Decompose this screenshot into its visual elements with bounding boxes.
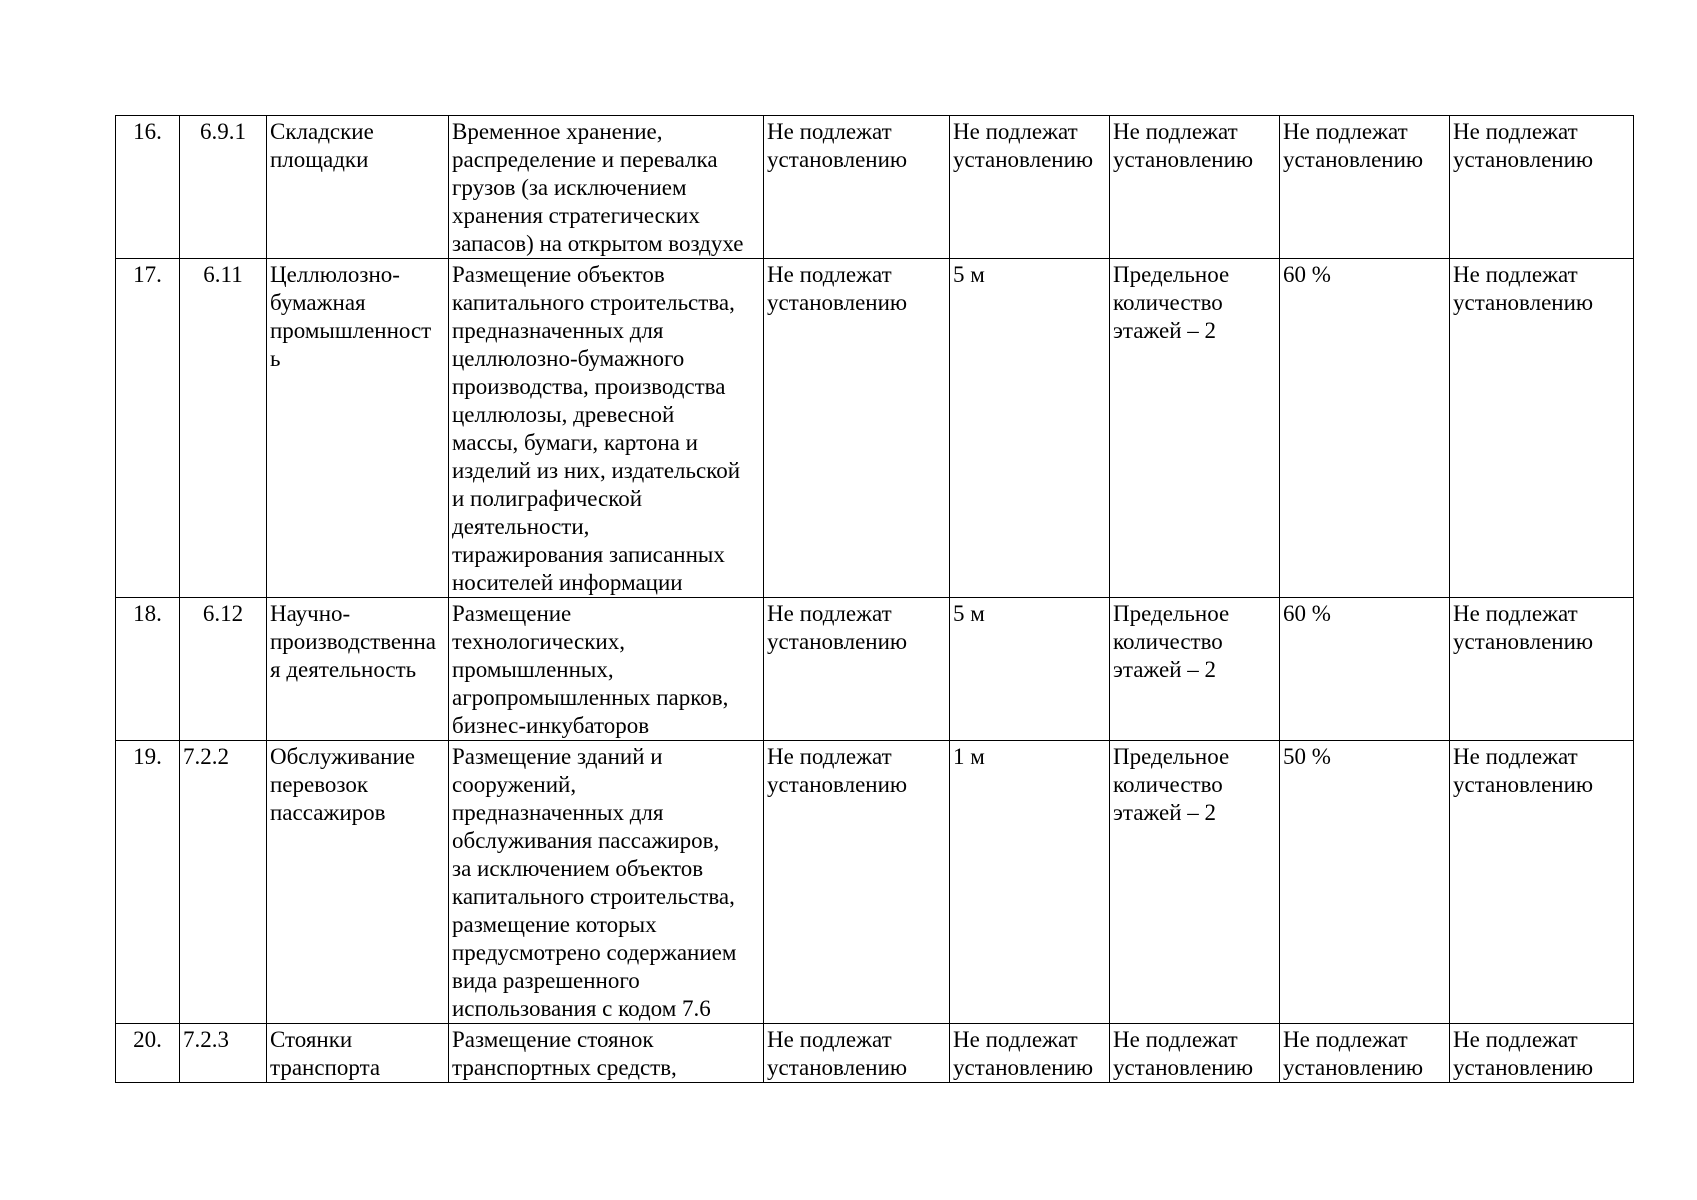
use-code: 7.2.3 bbox=[180, 1024, 267, 1083]
param-cell: 5 м bbox=[950, 259, 1110, 598]
param-cell: Не подлежат установлению bbox=[764, 741, 950, 1024]
param-cell: Предельное количество этажей – 2 bbox=[1110, 598, 1280, 741]
param-cell: Не подлежат установлению bbox=[764, 116, 950, 259]
row-number: 19. bbox=[116, 741, 180, 1024]
row-number: 20. bbox=[116, 1024, 180, 1083]
param-cell: Не подлежат установлению bbox=[950, 116, 1110, 259]
use-name: Научно- производственна я деятельность bbox=[267, 598, 449, 741]
use-code: 6.11 bbox=[180, 259, 267, 598]
param-cell: Не подлежат установлению bbox=[764, 598, 950, 741]
table-row bbox=[116, 741, 1634, 1024]
param-cell: Не подлежат установлению bbox=[764, 259, 950, 598]
use-code: 6.12 bbox=[180, 598, 267, 741]
param-cell: 50 % bbox=[1280, 741, 1450, 1024]
use-name: Целлюлозно- бумажная промышленност ь bbox=[267, 259, 449, 598]
land-use-table bbox=[115, 115, 1634, 1083]
use-code: 7.2.2 bbox=[180, 741, 267, 1024]
param-cell: Не подлежат установлению bbox=[1110, 116, 1280, 259]
param-cell: Предельное количество этажей – 2 bbox=[1110, 259, 1280, 598]
use-description: Размещение стоянок транспортных средств, bbox=[449, 1024, 764, 1083]
param-cell: 5 м bbox=[950, 598, 1110, 741]
param-cell: 60 % bbox=[1280, 598, 1450, 741]
param-cell: Не подлежат установлению bbox=[950, 1024, 1110, 1083]
param-cell: Не подлежат установлению bbox=[1450, 259, 1634, 598]
param-cell: Не подлежат установлению bbox=[1450, 598, 1634, 741]
row-number: 17. bbox=[116, 259, 180, 598]
row-number: 16. bbox=[116, 116, 180, 259]
table-row bbox=[116, 1024, 1634, 1083]
param-cell: 1 м bbox=[950, 741, 1110, 1024]
param-cell: Не подлежат установлению bbox=[1280, 116, 1450, 259]
use-name: Стоянки транспорта bbox=[267, 1024, 449, 1083]
param-cell: Не подлежат установлению bbox=[1280, 1024, 1450, 1083]
table-row bbox=[116, 116, 1634, 259]
use-code: 6.9.1 bbox=[180, 116, 267, 259]
use-description: Размещение объектов капитального строительства, предназначенных для целлюлозно-бумажного производства, производства целлюлозы, древесной массы, бумаги, картона и изделий из них, издательской и полиграфической деятельности, тиражирования записанных носителей информации bbox=[449, 259, 764, 598]
table-row bbox=[116, 259, 1634, 598]
param-cell: 60 % bbox=[1280, 259, 1450, 598]
row-number: 18. bbox=[116, 598, 180, 741]
param-cell: Предельное количество этажей – 2 bbox=[1110, 741, 1280, 1024]
use-name: Складские площадки bbox=[267, 116, 449, 259]
param-cell: Не подлежат установлению bbox=[1450, 1024, 1634, 1083]
param-cell: Не подлежат установлению bbox=[764, 1024, 950, 1083]
param-cell: Не подлежат установлению bbox=[1110, 1024, 1280, 1083]
table-row bbox=[116, 598, 1634, 741]
use-description: Размещение зданий и сооружений, предназначенных для обслуживания пассажиров, за исключением объектов капитального строительства, размещение которых предусмотрено содержанием вида разрешенного использования с кодом 7.6 bbox=[449, 741, 764, 1024]
use-description: Размещение технологических, промышленных, агропромышленных парков, бизнес-инкубаторов bbox=[449, 598, 764, 741]
param-cell: Не подлежат установлению bbox=[1450, 116, 1634, 259]
use-description: Временное хранение, распределение и перевалка грузов (за исключением хранения стратегических запасов) на открытом воздухе bbox=[449, 116, 764, 259]
use-name: Обслуживание перевозок пассажиров bbox=[267, 741, 449, 1024]
param-cell: Не подлежат установлению bbox=[1450, 741, 1634, 1024]
